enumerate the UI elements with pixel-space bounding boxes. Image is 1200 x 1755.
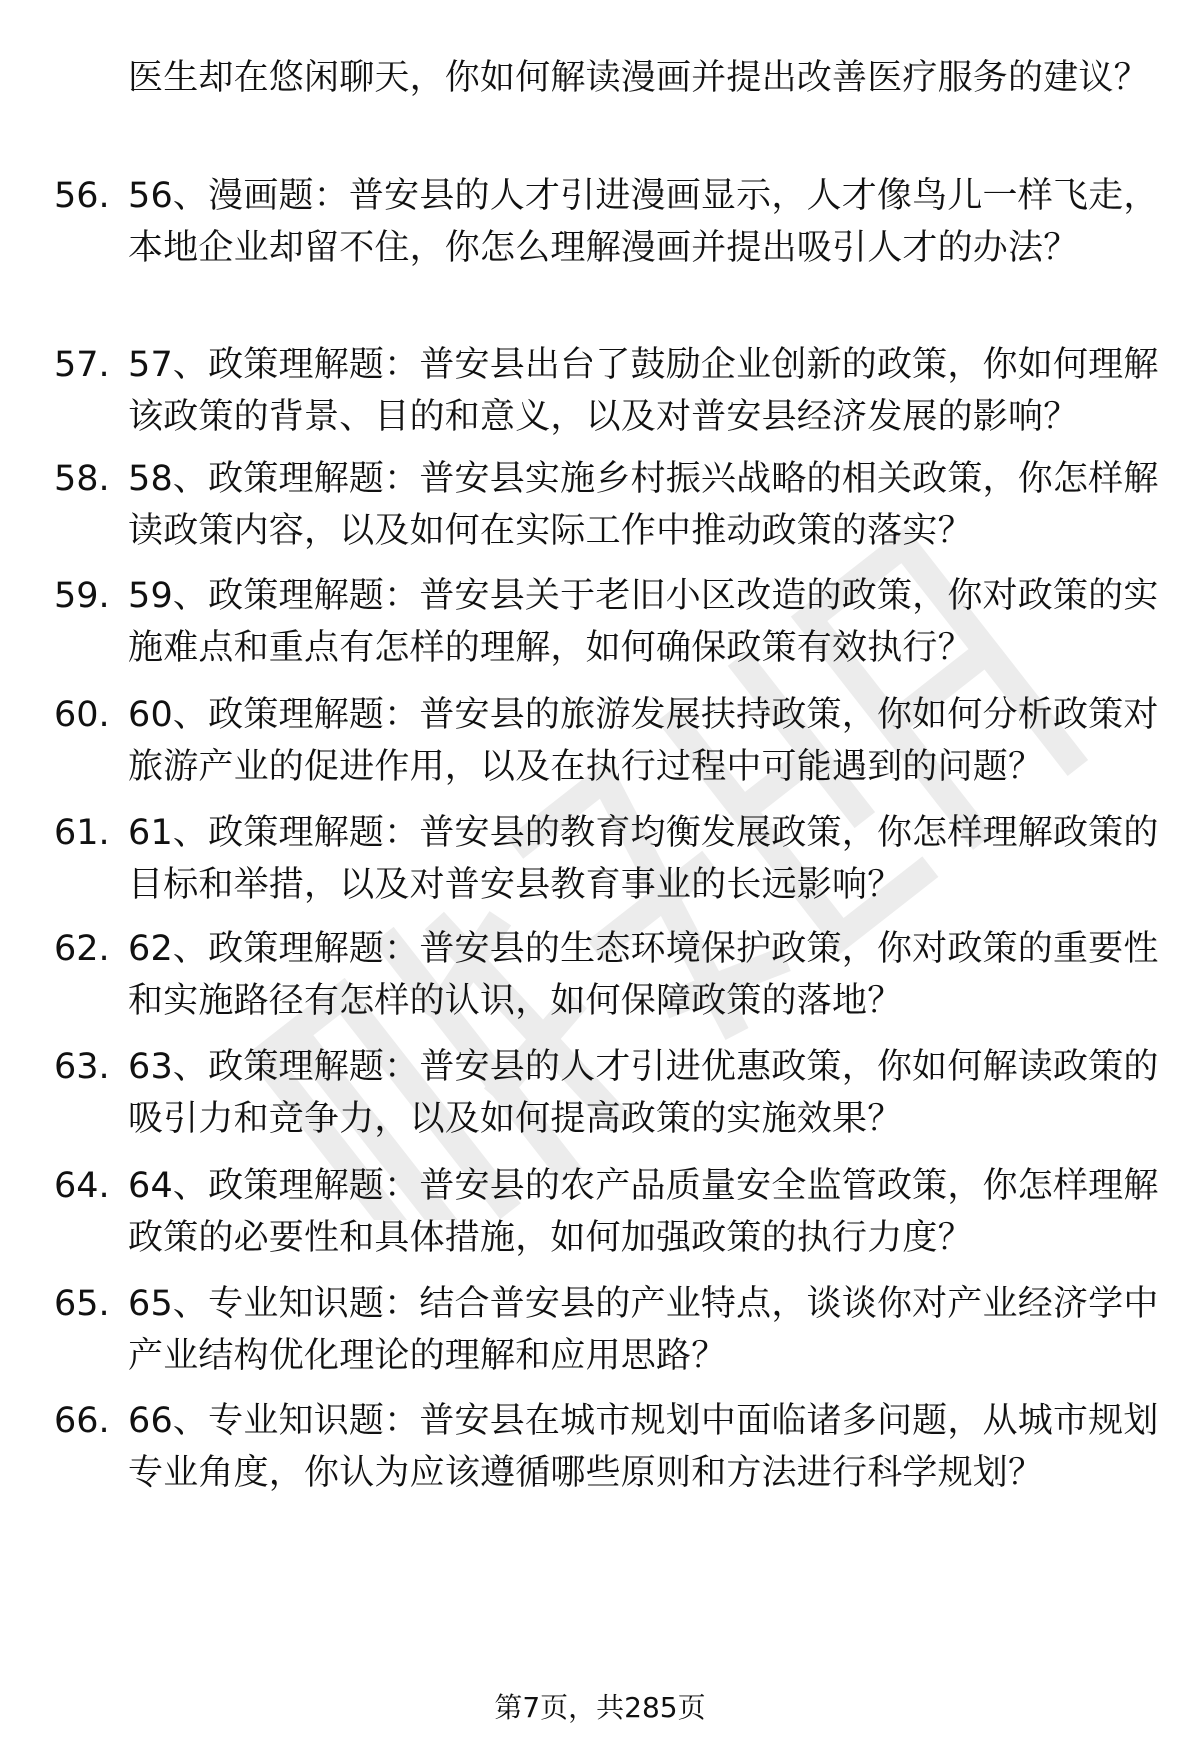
item-number: 61. — [54, 813, 110, 853]
item-text: 62、政策理解题：普安县的生态环境保护政策，你对政策的重要性和实施路径有怎样的认识，如何保障政策的落地？ — [128, 929, 1159, 1021]
item-number: 65. — [54, 1284, 110, 1324]
item-text: 57、政策理解题：普安县出台了鼓励企业创新的政策，你如何理解该政策的背景、目的和意义，以及对普安县经济发展的影响？ — [128, 345, 1159, 437]
item-number: 66. — [54, 1401, 110, 1441]
item-number: 57. — [54, 345, 110, 385]
item-number: 56. — [54, 176, 110, 216]
item-text: 56、漫画题：普安县的人才引进漫画显示，人才像鸟儿一样飞走，本地企业却留不住，你怎么理解漫画并提出吸引人才的办法？ — [128, 176, 1159, 268]
item-text: 64、政策理解题：普安县的农产品质量安全监管政策，你怎样理解政策的必要性和具体措施，如何加强政策的执行力度？ — [128, 1166, 1159, 1258]
item-number: 63. — [54, 1047, 110, 1087]
item-text: 66、专业知识题：普安县在城市规划中面临诸多问题，从城市规划专业角度，你认为应该遵循哪些原则和方法进行科学规划？ — [128, 1401, 1159, 1493]
item-number: 58. — [54, 459, 110, 499]
item-number: 60. — [54, 695, 110, 735]
item-number: 64. — [54, 1166, 110, 1206]
item-text: 医生却在悠闲聊天，你如何解读漫画并提出改善医疗服务的建议？ — [128, 58, 1149, 98]
item-text: 63、政策理解题：普安县的人才引进优惠政策，你如何解读政策的吸引力和竞争力，以及如何提高政策的实施效果？ — [128, 1047, 1159, 1139]
item-text: 59、政策理解题：普安县关于老旧小区改造的政策，你对政策的实施难点和重点有怎样的理解，如何确保政策有效执行？ — [128, 576, 1159, 668]
item-number: 59. — [54, 576, 110, 616]
item-text: 60、政策理解题：普安县的旅游发展扶持政策，你如何分析政策对旅游产业的促进作用，以及在执行过程中可能遇到的问题？ — [128, 695, 1159, 787]
item-text: 65、专业知识题：结合普安县的产业特点，谈谈你对产业经济学中产业结构优化理论的理解和应用思路？ — [128, 1284, 1159, 1376]
item-number: 62. — [54, 929, 110, 969]
item-text: 61、政策理解题：普安县的教育均衡发展政策，你怎样理解政策的目标和举措，以及对普安县教育事业的长远影响？ — [128, 813, 1159, 905]
page-footer: 第7页，共285页 — [494, 1691, 706, 1724]
item-text: 58、政策理解题：普安县实施乡村振兴战略的相关政策，你怎样解读政策内容，以及如何在实际工作中推动政策的落实？ — [128, 459, 1159, 551]
